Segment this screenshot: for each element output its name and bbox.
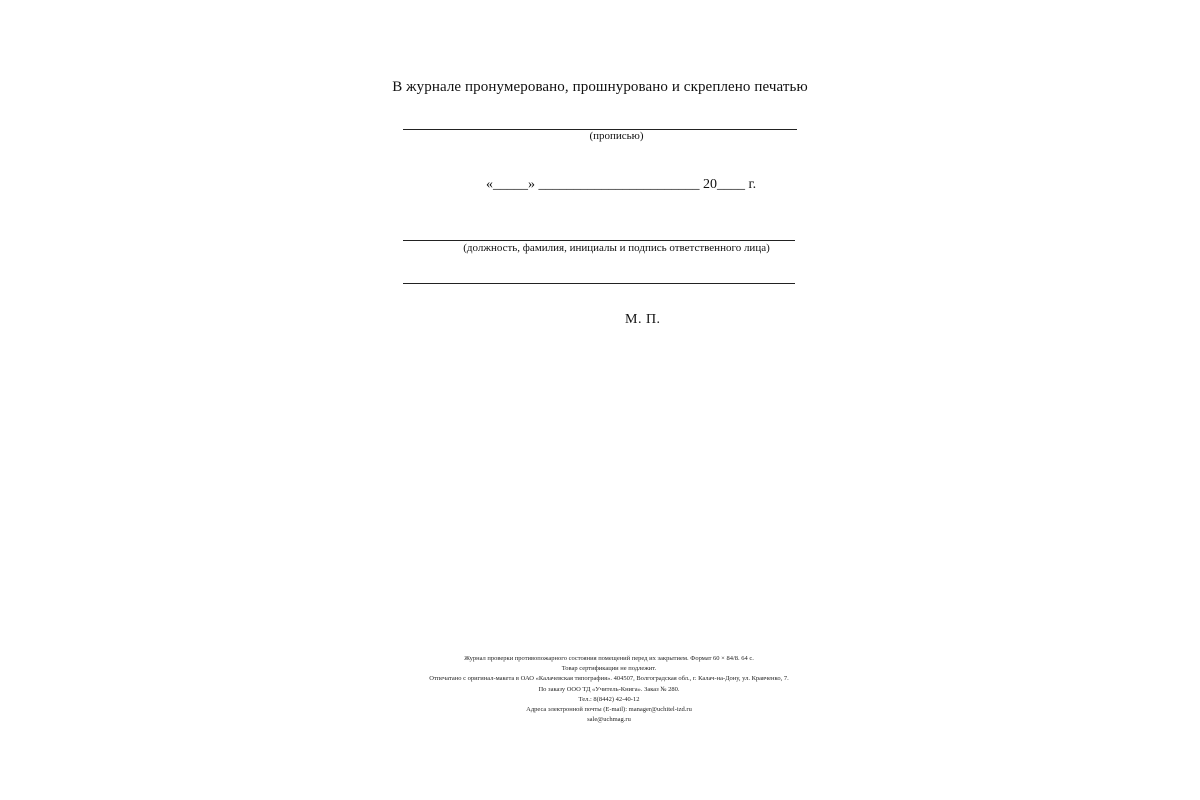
date-blank-line: «_____» _______________________ 20____ г. xyxy=(486,177,757,192)
imprint-line: Тел.: 8(8442) 42-40-12 xyxy=(578,695,640,703)
imprint-line: Отпечатано с оригинал-макета в ОАО «Калачевская типография». 404507, Волгоградская обл., г. Калач-на-Дону, ул. Кравченко, 7. xyxy=(429,675,789,683)
imprint-line: Журнал проверки противопожарного состояния помещений перед их закрытием. Формат 60 × 84/8. 64 с. xyxy=(464,655,754,662)
imprint-line: sale@uchmag.ru xyxy=(587,716,631,724)
amount-caption: (прописью) xyxy=(589,130,644,142)
signatory-blank-line xyxy=(403,240,795,241)
signatory-caption: (должность, фамилия, инициалы и подпись ответственного лица) xyxy=(463,242,770,254)
imprint-line: Адреса электронной почты (E-mail): manager@uchitel-izd.ru xyxy=(526,706,692,714)
signature-blank-line xyxy=(403,283,795,284)
stamp-place-label: М. П. xyxy=(625,312,661,327)
imprint-block xyxy=(0,654,1200,725)
certification-heading: В журнале пронумеровано, прошнуровано и скреплено печатью xyxy=(392,79,808,95)
imprint-line: Товар сертификации не подлежит. xyxy=(561,665,657,673)
imprint-line: По заказу ООО ТД «Учитель-Книга». Заказ № 280. xyxy=(538,685,680,693)
